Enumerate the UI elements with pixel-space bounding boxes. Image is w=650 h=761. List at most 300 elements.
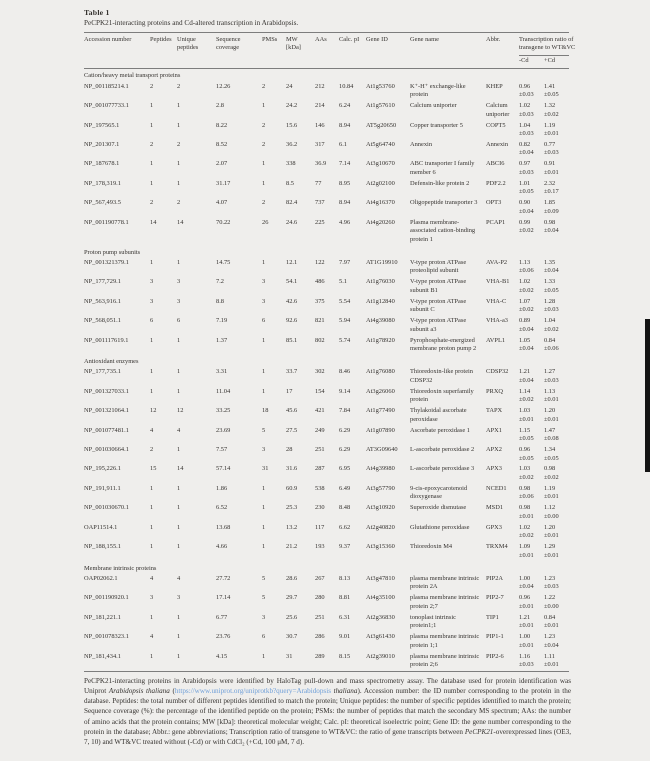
cell-pmss: 1 [262, 543, 266, 551]
cell-unique: 14 [177, 465, 184, 473]
cell-abbr: APX1 [486, 426, 502, 434]
ratio-value: 0.84 [544, 336, 556, 344]
cell-cd-plus [544, 218, 569, 246]
ratio-value: 1.13 [544, 387, 556, 395]
cell-unique: 3 [177, 594, 181, 602]
col-header-mw: MW [kDa] [286, 33, 315, 69]
ratio-error: ±0.01 [519, 602, 534, 610]
cell-abbr: VHA-C [486, 297, 507, 305]
ratio-error: ±0.03 [519, 130, 534, 138]
cell-abbr: Calcium uniporter [486, 102, 510, 118]
cell-accession: NP_563,916.1 [84, 297, 121, 305]
cell-coverage: 2.07 [216, 160, 228, 168]
table-row [84, 297, 569, 316]
cell-aas: 802 [315, 336, 325, 344]
cell-pmss: 6 [262, 317, 266, 325]
cell-mw: 12.1 [286, 258, 298, 266]
cell-peptides: 1 [150, 336, 154, 344]
cell-gene-id: At2g02100 [366, 179, 395, 187]
cell-pmss: 1 [262, 102, 266, 110]
cell-mw: 13.2 [286, 523, 298, 531]
cell-aas: 251 [315, 613, 325, 621]
cell-aas: 36.9 [315, 160, 327, 168]
cell-gene-id: At1g76080 [366, 368, 395, 376]
footnote-italic-text: thaliana [333, 687, 358, 696]
cell-cd-plus [544, 336, 569, 355]
ratio-value: 0.97 [519, 160, 531, 168]
cell-aas: 230 [315, 504, 325, 512]
cell-unique: 2 [177, 141, 181, 149]
ratio-error: ±0.01 [544, 493, 559, 501]
cell-unique: 1 [177, 160, 181, 168]
footnote-text: ( [169, 687, 175, 696]
cell-unique: 1 [177, 121, 181, 129]
ratio-error: ±0.03 [544, 376, 559, 384]
ratio-value: 1.23 [544, 633, 556, 641]
ratio-value: 1.29 [544, 543, 556, 551]
cell-peptides: 3 [150, 594, 154, 602]
cell-mw: 25.6 [286, 613, 298, 621]
section-row [84, 355, 569, 367]
footnote-text: -overexpressed lines (OE3, 7, 10) and WT&VC treated without (-Cd) or with CdCl₂ (+Cd, 100 μM, 7 d). [84, 727, 572, 746]
cell-cd-minus [519, 82, 544, 101]
cell-cd-plus [544, 503, 569, 522]
cell-peptides: 1 [150, 258, 154, 266]
cell-mw: 42.6 [286, 297, 298, 305]
cell-accession: NP_001190920.1 [84, 594, 129, 602]
col-header-peptides: Peptides [150, 33, 177, 69]
cell-gene-id: At3g26060 [366, 387, 395, 395]
cell-pmss: 1 [262, 484, 266, 492]
cell-mw: 31.6 [286, 465, 298, 473]
cell-gene-id: At5g64740 [366, 141, 395, 149]
cell-gene-name: Superoxide dismutase [410, 504, 467, 512]
cell-mw: 25.3 [286, 504, 298, 512]
section-title: Cation/heavy metal transport proteins [84, 72, 181, 80]
col-header-calc-pi: Calc. pI [339, 33, 366, 69]
cell-coverage: 12.26 [216, 82, 231, 90]
ratio-error: ±0.08 [544, 435, 559, 443]
ratio-value: 0.89 [519, 317, 531, 325]
ratio-value: 1.85 [544, 199, 556, 207]
cell-accession: OAP02062.1 [84, 574, 118, 582]
table-row [84, 426, 569, 445]
cell-accession: NP_187678.1 [84, 160, 120, 168]
cell-coverage: 4.66 [216, 543, 228, 551]
ratio-error: ±0.03 [544, 149, 559, 157]
cell-mw: 29.7 [286, 594, 298, 602]
ratio-value: 1.41 [544, 82, 556, 90]
ratio-value: 1.23 [544, 574, 556, 582]
cell-peptides: 6 [150, 317, 154, 325]
cell-aas: 289 [315, 652, 325, 660]
cell-coverage: 7.57 [216, 446, 228, 454]
col-header-plus-cd: +Cd [544, 55, 569, 68]
cell-pi: 7.97 [339, 258, 351, 266]
cell-abbr: PIP1-1 [486, 633, 504, 641]
footnote-italic-text: PeCPK21 [464, 727, 494, 736]
table-row [84, 316, 569, 335]
table-row [84, 121, 569, 140]
cell-pi: 9.37 [339, 543, 351, 551]
cell-gene-id: At1g77490 [366, 407, 395, 415]
cell-cd-plus [544, 574, 569, 593]
table-label: Table 1 [84, 8, 110, 17]
cell-pmss: 31 [262, 465, 269, 473]
ratio-error: ±0.04 [519, 376, 534, 384]
cell-abbr: Annexin [486, 141, 509, 149]
cell-gene-name: plasma membrane intrinsic protein 1;1 [410, 633, 480, 649]
cell-abbr: KHEP [486, 82, 503, 90]
cell-cd-plus [544, 613, 569, 632]
cell-cd-plus [544, 523, 569, 542]
section-row [84, 246, 569, 258]
cell-gene-name: V-type proton ATPase subunit B1 [410, 278, 467, 294]
cell-cd-plus [544, 464, 569, 483]
ratio-error: ±0.01 [544, 396, 559, 404]
cell-gene-id: At1g76030 [366, 278, 395, 286]
table-row [84, 179, 569, 198]
cell-aas: 302 [315, 368, 325, 376]
cell-aas: 225 [315, 218, 325, 226]
ratio-error: ±0.04 [544, 227, 559, 235]
table-row [84, 336, 569, 355]
cell-cd-minus [519, 632, 544, 651]
cell-abbr: APX3 [486, 465, 502, 473]
cell-mw: 24.6 [286, 218, 298, 226]
ratio-value: 1.02 [519, 523, 531, 531]
cell-abbr: PIP2-7 [486, 594, 504, 602]
cell-coverage: 31.17 [216, 179, 231, 187]
ratio-error: ±0.01 [544, 130, 559, 138]
cell-unique: 1 [177, 258, 181, 266]
ratio-error: ±0.02 [519, 396, 534, 404]
cell-mw: 31 [286, 652, 293, 660]
cell-pi: 8.94 [339, 199, 351, 207]
cell-unique: 1 [177, 179, 181, 187]
footnote-text: ). Accession number: the ID number corresponding to the protein in the database. Peptides: the total number of different peptides identified to match the protein; Unique peptides: the number of specific peptides identified to match the protein; Sequence coverage (%): the percentage of the identified peptide on the protein; PSMs: the number of peptides that match the secondary MS spectrum; AAs: the number of amino acids that the protein contains; MW [kDa]: theoretical molecular weight; Calc. pI: theoretical isoelectric point; Gene ID: the gene number corresponding to the protein in the database; Abbr.: gene abbreviations; Transcription ratio of transgene to WT&VC: the ratio of gene transcripts between [84, 687, 571, 736]
cell-coverage: 57.14 [216, 465, 231, 473]
cell-cd-minus [519, 503, 544, 522]
cell-accession: NP_191,911.1 [84, 484, 121, 492]
cell-cd-plus [544, 652, 569, 672]
cell-coverage: 2.8 [216, 102, 224, 110]
cell-gene-name: V-type proton ATPase proteolipid subunit [410, 258, 467, 275]
cell-pi: 8.46 [339, 368, 351, 376]
ratio-error: ±0.01 [544, 551, 559, 559]
cell-gene-id: At1g78920 [366, 336, 395, 344]
ratio-error: ±0.05 [544, 454, 559, 462]
cell-pmss: 1 [262, 504, 266, 512]
cell-coverage: 6.52 [216, 504, 228, 512]
ratio-error: ±0.01 [544, 415, 559, 423]
cell-abbr: TIP1 [486, 613, 499, 621]
cell-cd-minus [519, 593, 544, 612]
cell-mw: 60.9 [286, 484, 298, 492]
cell-gene-name: Oligopeptide transporter 3 [410, 199, 478, 207]
cell-mw: 33.7 [286, 368, 298, 376]
ratio-value: 0.98 [519, 484, 531, 492]
cell-abbr: TRXM4 [486, 543, 508, 551]
cell-cd-plus [544, 82, 569, 101]
cell-aas: 122 [315, 258, 325, 266]
ratio-error: ±0.09 [544, 207, 559, 215]
cell-unique: 1 [177, 387, 181, 395]
cell-peptides: 1 [150, 504, 154, 512]
table-row [84, 542, 569, 561]
col-header-aas: AAs [315, 33, 339, 69]
cell-aas: 214 [315, 102, 325, 110]
cell-coverage: 11.04 [216, 387, 231, 395]
cell-peptides: 12 [150, 407, 157, 415]
ratio-value: 1.14 [519, 387, 531, 395]
ratio-value: 1.04 [519, 121, 531, 129]
cell-pmss: 1 [262, 523, 266, 531]
cell-unique: 6 [177, 317, 181, 325]
col-header-abbr: Abbr. [486, 33, 519, 69]
cell-abbr: MSD1 [486, 504, 504, 512]
cell-abbr: ABCI6 [486, 160, 505, 168]
ratio-value: 1.05 [519, 336, 531, 344]
cell-pmss: 3 [262, 446, 266, 454]
cell-pi: 7.14 [339, 160, 351, 168]
table-row [84, 464, 569, 483]
ratio-value: 0.77 [544, 141, 556, 149]
cell-mw: 24 [286, 82, 293, 90]
cell-gene-name: V-type proton ATPase subunit a3 [410, 317, 467, 333]
ratio-value: 1.35 [544, 258, 556, 266]
cell-peptides: 14 [150, 218, 157, 226]
cell-accession: NP_001117619.1 [84, 336, 129, 344]
cell-cd-minus [519, 426, 544, 445]
cell-coverage: 70.22 [216, 218, 231, 226]
ratio-error: ±0.02 [544, 110, 559, 118]
table-row [84, 593, 569, 612]
cell-gene-name: L-ascorbate peroxidase 2 [410, 446, 475, 454]
cell-coverage: 4.07 [216, 199, 228, 207]
cell-pmss: 2 [262, 82, 266, 90]
table-row [84, 652, 569, 672]
ratio-error: ±0.01 [544, 661, 559, 669]
cell-aas: 117 [315, 523, 325, 531]
ratio-error: ±0.05 [519, 454, 534, 462]
cell-accession: NP_568,051.1 [84, 317, 121, 325]
cell-pi: 5.94 [339, 317, 351, 325]
cell-abbr: NCED1 [486, 484, 507, 492]
cell-aas: 251 [315, 446, 325, 454]
cell-accession: NP_001321064.1 [84, 407, 129, 415]
cell-gene-id: At4g16370 [366, 199, 395, 207]
cell-abbr: VHA-B1 [486, 278, 510, 286]
cell-peptides: 1 [150, 160, 154, 168]
cell-aas: 317 [315, 141, 325, 149]
cell-cd-minus [519, 297, 544, 316]
cell-accession: NP_188,155.1 [84, 543, 121, 551]
cell-pi: 6.31 [339, 613, 351, 621]
cell-aas: 737 [315, 199, 325, 207]
cell-pi: 7.84 [339, 407, 351, 415]
cell-mw: 28 [286, 446, 293, 454]
cell-pi: 8.15 [339, 652, 351, 660]
cell-unique: 14 [177, 218, 184, 226]
cell-peptides: 1 [150, 543, 154, 551]
cell-unique: 1 [177, 336, 181, 344]
scan-artifact-bar [645, 319, 650, 472]
ratio-error: ±0.03 [519, 168, 534, 176]
cell-pi: 6.1 [339, 141, 347, 149]
cell-pmss: 1 [262, 652, 266, 660]
footnote-italic-text: Arabidopsis thaliana [108, 687, 170, 696]
ratio-error: ±0.05 [544, 91, 559, 99]
cell-pmss: 26 [262, 218, 269, 226]
ratio-value: 2.32 [544, 179, 556, 187]
cell-unique: 1 [177, 446, 181, 454]
cell-cd-plus [544, 445, 569, 464]
table-row [84, 218, 569, 246]
cell-mw: 15.6 [286, 121, 298, 129]
cell-pi: 6.62 [339, 523, 351, 531]
cell-mw: 21.2 [286, 543, 298, 551]
cell-mw: 17 [286, 387, 293, 395]
section-title: Proton pump subunits [84, 248, 141, 256]
cell-pi: 9.14 [339, 387, 351, 395]
cell-cd-minus [519, 542, 544, 561]
section-row [84, 562, 569, 574]
cell-peptides: 1 [150, 523, 154, 531]
cell-aas: 212 [315, 82, 325, 90]
ratio-error: ±0.04 [519, 325, 534, 333]
ratio-error: ±0.00 [544, 602, 559, 610]
cell-pmss: 2 [262, 141, 266, 149]
cell-unique: 1 [177, 633, 181, 641]
cell-abbr: GPX3 [486, 523, 502, 531]
ratio-value: 1.34 [544, 446, 556, 454]
ratio-value: 0.82 [519, 141, 531, 149]
cell-peptides: 1 [150, 121, 154, 129]
ratio-error: ±0.00 [544, 512, 559, 520]
cell-mw: 30.7 [286, 633, 298, 641]
cell-pmss: 1 [262, 160, 266, 168]
ratio-value: 0.98 [544, 218, 556, 226]
cell-cd-minus [519, 101, 544, 120]
cell-unique: 1 [177, 652, 181, 660]
cell-coverage: 8.52 [216, 141, 228, 149]
cell-aas: 421 [315, 407, 325, 415]
cell-gene-name: L-ascorbate peroxidase 3 [410, 465, 475, 473]
cell-aas: 267 [315, 574, 325, 582]
ratio-error: ±0.05 [519, 188, 534, 196]
ratio-error: ±0.02 [519, 306, 534, 314]
ratio-value: 1.20 [544, 407, 556, 415]
cell-gene-name: Pyrophosphate-energized membrane proton pump 2 [410, 336, 477, 353]
ratio-value: 1.28 [544, 297, 556, 305]
cell-cd-minus [519, 367, 544, 386]
table-row [84, 523, 569, 542]
cell-aas: 193 [315, 543, 325, 551]
cell-accession: NP_177,735.1 [84, 368, 121, 376]
cell-accession: NP_181,221.1 [84, 613, 121, 621]
cell-gene-name: tonoplast intrinsic protein1;1 [410, 613, 456, 630]
table-row [84, 387, 569, 406]
cell-aas: 486 [315, 278, 325, 286]
ratio-value: 0.96 [519, 594, 531, 602]
footnote-text: PeCPK21-interacting proteins in Arabidopsis were identified by HaloTag pull-down and mass spectrometry assay. The database used for protein identification was Uniprot [84, 677, 571, 696]
cell-pmss: 1 [262, 336, 266, 344]
cell-pi: 6.95 [339, 465, 351, 473]
cell-coverage: 23.69 [216, 426, 231, 434]
cell-accession: OAP11514.1 [84, 523, 118, 531]
cell-pmss: 18 [262, 407, 269, 415]
cell-mw: 24.2 [286, 102, 298, 110]
cell-cd-minus [519, 406, 544, 425]
ratio-value: 1.27 [544, 368, 556, 376]
cell-peptides: 1 [150, 484, 154, 492]
cell-gene-id: AT3G09640 [366, 446, 398, 454]
ratio-value: 0.91 [544, 160, 556, 168]
cell-cd-plus [544, 121, 569, 140]
cell-coverage: 1.37 [216, 336, 228, 344]
cell-cd-minus [519, 484, 544, 503]
cell-unique: 4 [177, 426, 181, 434]
cell-cd-minus [519, 121, 544, 140]
cell-peptides: 1 [150, 368, 154, 376]
table-row [84, 484, 569, 503]
cell-mw: 36.2 [286, 141, 298, 149]
cell-abbr: TAPX [486, 407, 503, 415]
cell-peptides: 4 [150, 574, 154, 582]
ratio-value: 1.01 [519, 179, 531, 187]
cell-cd-plus [544, 632, 569, 651]
cell-gene-name: plasma membrane intrinsic protein 2;6 [410, 652, 480, 669]
cell-pmss: 5 [262, 594, 266, 602]
table-row [84, 613, 569, 632]
cell-pmss: 3 [262, 613, 266, 621]
cell-accession: NP_001077733.1 [84, 102, 129, 110]
cell-pi: 6.24 [339, 102, 351, 110]
ratio-error: ±0.01 [519, 512, 534, 520]
cell-peptides: 15 [150, 465, 157, 473]
col-header-pmss: PMSs [262, 33, 286, 69]
cell-cd-minus [519, 523, 544, 542]
cell-gene-id: At3g10920 [366, 504, 395, 512]
cell-cd-plus [544, 593, 569, 612]
cell-gene-id: At3g57790 [366, 484, 395, 492]
cell-cd-plus [544, 387, 569, 406]
cell-abbr: PIP2A [486, 574, 504, 582]
cell-mw: 338 [286, 160, 296, 168]
col-header-unique-peptides: Unique peptides [177, 33, 216, 69]
table-row [84, 574, 569, 593]
ratio-error: ±0.06 [544, 345, 559, 353]
cell-cd-plus [544, 542, 569, 561]
cell-coverage: 33.25 [216, 407, 231, 415]
cell-coverage: 7.19 [216, 317, 228, 325]
cell-pi: 5.74 [339, 336, 351, 344]
cell-peptides: 1 [150, 652, 154, 660]
cell-coverage: 27.72 [216, 574, 231, 582]
ratio-value: 0.90 [519, 199, 531, 207]
uniprot-link[interactable]: https://www.uniprot.org/uniprotkb?query=Arabidopsis [174, 687, 331, 696]
cell-pi: 6.29 [339, 426, 351, 434]
section-title: Antioxidant enzymes [84, 358, 139, 365]
cell-peptides: 3 [150, 278, 154, 286]
cell-gene-id: At2g36830 [366, 613, 395, 621]
transcription-ratio-label: Transcription ratio of transgene to WT&VC [519, 36, 576, 52]
cell-abbr: CDSP32 [486, 368, 509, 376]
cell-abbr: VHA-a3 [486, 317, 509, 325]
cell-cd-minus [519, 574, 544, 593]
ratio-value: 1.03 [519, 465, 531, 473]
